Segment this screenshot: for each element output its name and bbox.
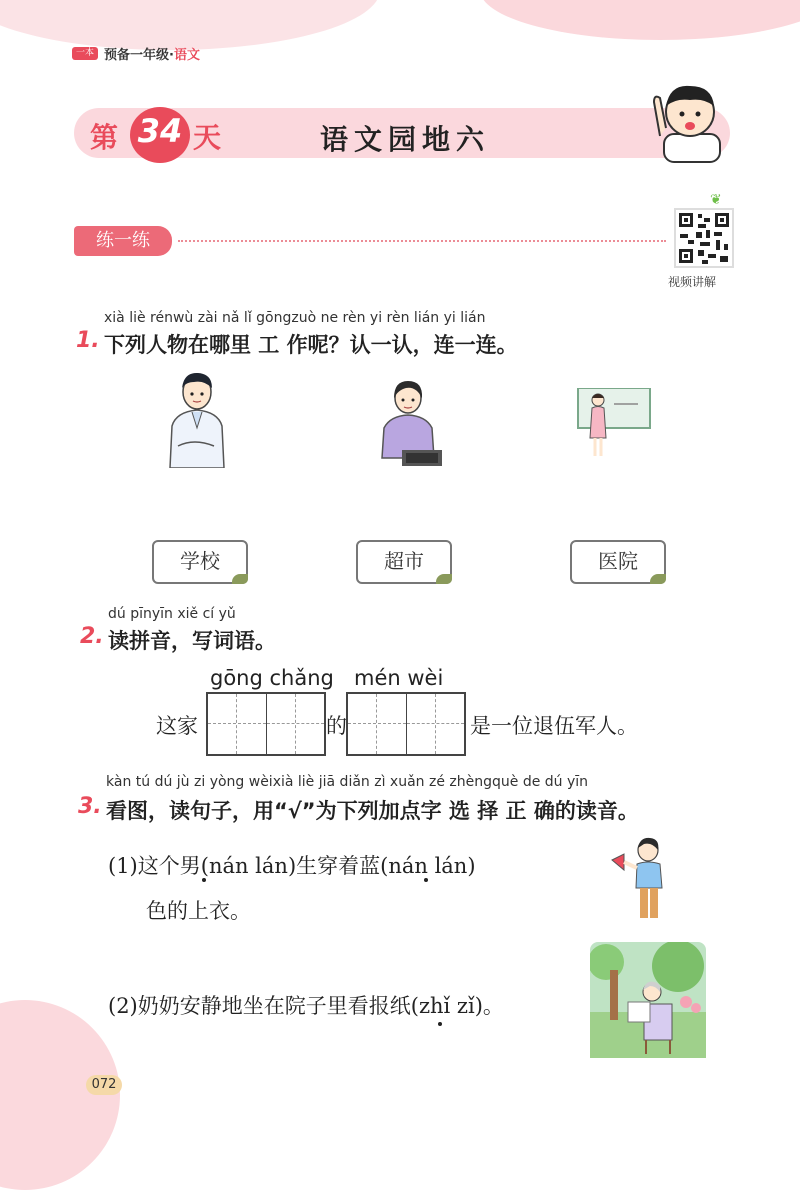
q2-sentence-start: 这家 (156, 714, 198, 738)
series-name: 预备一年级 (104, 48, 170, 63)
q1-prompt: 下列人物在哪里 工 作呢？认一认，连一连。 (104, 333, 518, 357)
q1-number: 1. (76, 328, 100, 353)
day-number: 34 (137, 112, 183, 150)
q3-item1-line2: 色的上衣。 (146, 899, 251, 923)
boy-megaphone-illustration (610, 836, 674, 922)
header-decoration (0, 0, 380, 50)
place-card-hospital[interactable] (570, 540, 666, 584)
running-header (104, 44, 200, 63)
q3-item2: (2)奶奶安静地坐在院子里看报纸(zhǐ zǐ)。 (108, 994, 504, 1018)
writing-cell[interactable] (267, 694, 325, 754)
doctor-illustration (164, 368, 230, 468)
emphasis-dot (424, 878, 428, 882)
q2-prompt: 读拼音，写词语。 (108, 629, 276, 653)
grandma-reading-illustration (590, 942, 706, 1058)
q2-pinyin-b: mén wèi (354, 666, 444, 690)
writing-cell[interactable] (208, 694, 267, 754)
emphasis-dot (438, 1022, 442, 1026)
sprout-icon: ❦ (710, 192, 722, 208)
teacher-illustration (576, 388, 652, 458)
q3-pinyin: kàn tú dú jù zi yòng wèixià liè jiā diǎn zì xuǎn zé zhèngquè de dú yīn (106, 774, 589, 790)
place-label-school: 学校 (180, 549, 220, 573)
day-prefix: 第 (90, 121, 119, 154)
writing-cell[interactable] (407, 694, 465, 754)
header-separator: · (169, 48, 174, 63)
cashier-illustration (376, 378, 442, 466)
qr-video-label: 视频讲解 (668, 275, 717, 289)
place-label-supermarket: 超市 (384, 549, 424, 573)
q2-sentence-end: 是一位退伍军人。 (470, 714, 638, 738)
writing-cell[interactable] (348, 694, 407, 754)
page-number: 072 (86, 1075, 122, 1095)
place-card-supermarket[interactable] (356, 540, 452, 584)
subject-name: 语文 (173, 48, 200, 63)
place-card-school[interactable] (152, 540, 248, 584)
brand-logo: 一本 (72, 47, 98, 60)
q3-item1-line1: (1)这个男(nán lán)生穿着蓝(nán lán) (108, 854, 476, 878)
waving-boy-illustration (646, 76, 726, 164)
dotted-divider (178, 240, 666, 242)
day-suffix: 天 (193, 121, 222, 154)
q2-pinyin: dú pīnyīn xiě cí yǔ (108, 606, 236, 622)
emphasis-dot (202, 878, 206, 882)
place-label-hospital: 医院 (598, 549, 638, 573)
q1-pinyin: xià liè rénwù zài nǎ lǐ gōngzuò ne rèn yi rèn lián yi lián (104, 310, 486, 326)
q2-sentence-middle: 的 (326, 714, 347, 738)
practice-tag: 练一练 (74, 226, 172, 256)
lesson-title: 语文园地六 (320, 123, 491, 156)
writing-grid-gongchang[interactable] (206, 692, 326, 756)
q3-number: 3. (78, 794, 102, 819)
q3-prompt: 看图，读句子，用“√”为下列加点字 选 择 正 确的读音。 (106, 799, 639, 823)
q2-number: 2. (80, 624, 104, 649)
q2-pinyin-a: gōng chǎng (210, 666, 334, 690)
footer-decoration (0, 1000, 120, 1190)
writing-grid-menwei[interactable] (346, 692, 466, 756)
header-decoration-right (480, 0, 800, 40)
qr-code[interactable] (674, 208, 734, 268)
